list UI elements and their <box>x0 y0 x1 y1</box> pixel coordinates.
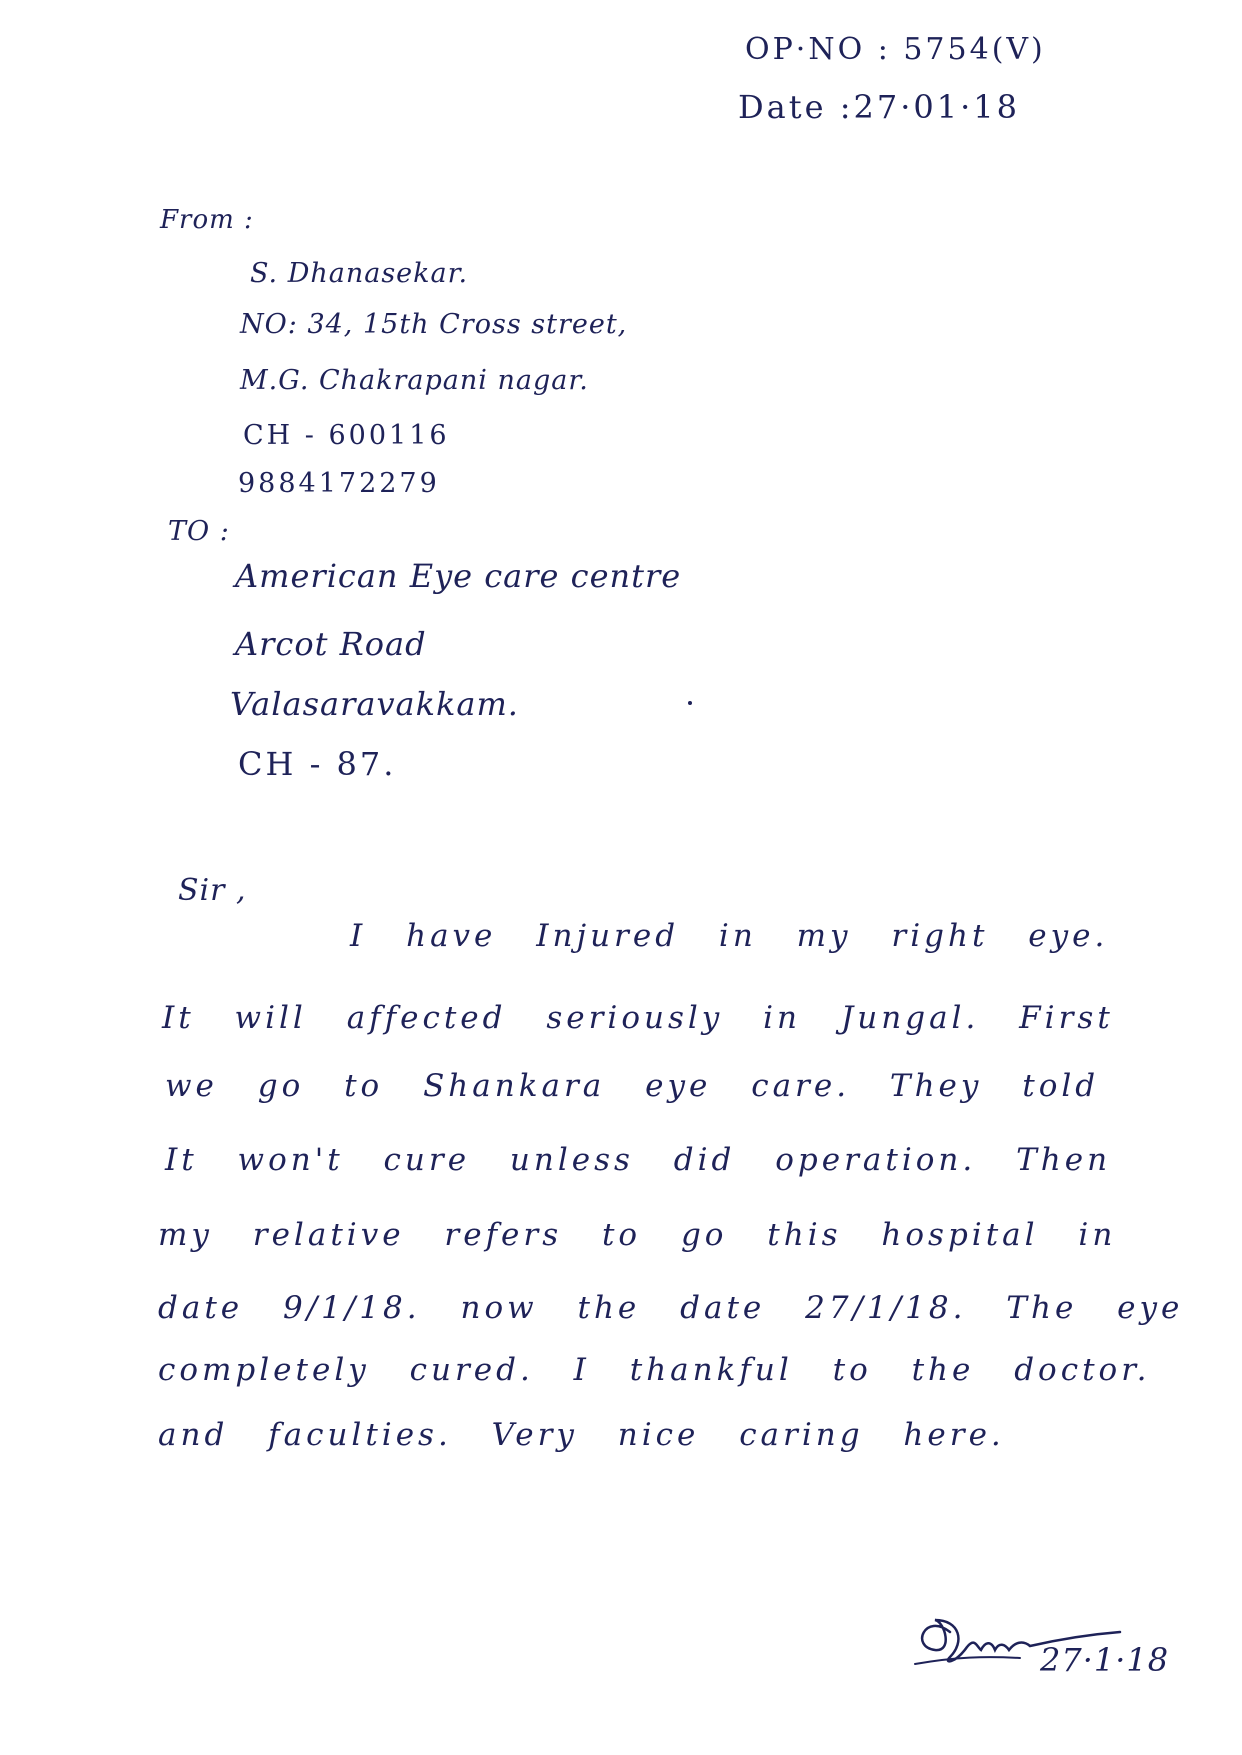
recipient-city: CH - 87. <box>238 745 397 783</box>
letter-line-1: I have Injured in my right eye. <box>350 918 1109 954</box>
sender-phone: 9884172279 <box>238 468 440 499</box>
letter-line-8: and faculties. Very nice caring here. <box>158 1417 1005 1453</box>
letter-line-7: completely cured. I thankful to the doctor. <box>158 1352 1151 1388</box>
sender-name: S. Dhanasekar. <box>250 258 469 289</box>
letter-line-3: we go to Shankara eye care. They told <box>165 1068 1100 1104</box>
letter-date: Date :27·01·18 <box>738 88 1020 126</box>
letter-line-2: It will affected seriously in Jungal. First <box>162 1000 1114 1036</box>
to-label: TO : <box>168 516 230 547</box>
recipient-name: American Eye care centre <box>235 557 682 595</box>
op-number: OP·NO : 5754(V) <box>745 32 1046 67</box>
from-label: From : <box>160 205 254 235</box>
letter-line-4: It won't cure unless did operation. Then <box>165 1142 1112 1178</box>
recipient-address-area: Valasaravakkam. <box>230 685 519 723</box>
stray-dot <box>688 701 692 705</box>
sender-address-area: M.G. Chakrapani nagar. <box>240 365 589 396</box>
signature-date: 27·1·18 <box>1040 1640 1170 1679</box>
sender-address-street: NO: 34, 15th Cross street, <box>240 309 628 340</box>
salutation: Sir , <box>178 873 247 908</box>
letter-line-5: my relative refers to go this hospital in <box>158 1217 1117 1253</box>
recipient-address-road: Arcot Road <box>235 625 427 663</box>
letter-line-6: date 9/1/18. now the date 27/1/18. The eye <box>158 1290 1184 1326</box>
sender-pincode: CH - 600116 <box>243 420 450 451</box>
